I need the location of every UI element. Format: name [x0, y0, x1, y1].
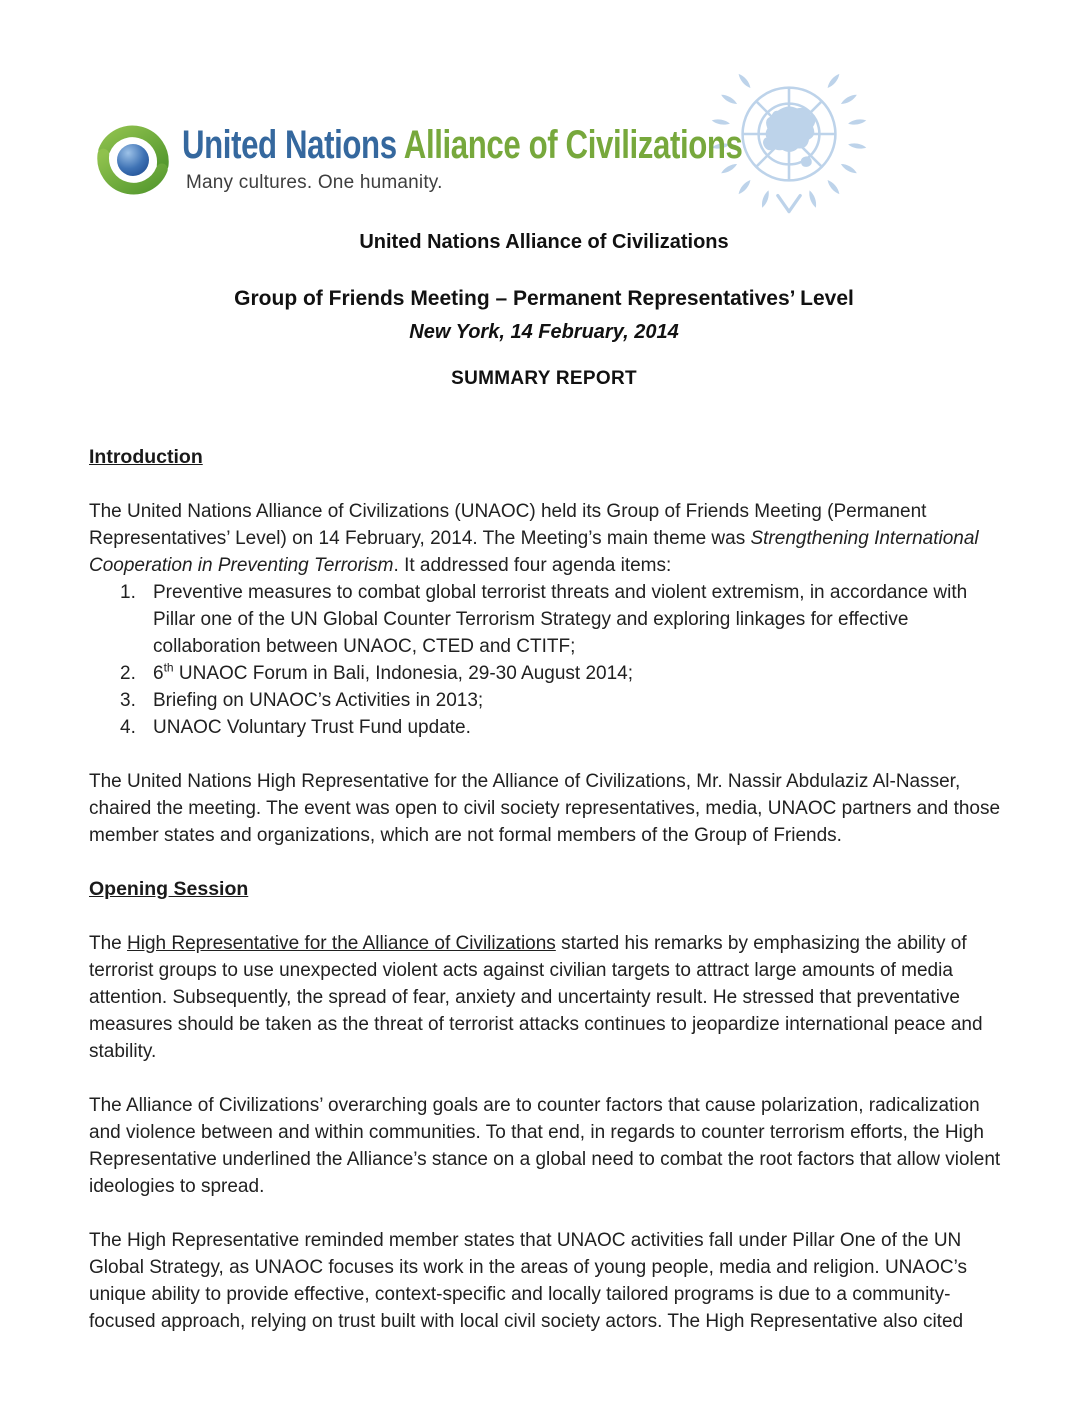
- logo-tagline: Many cultures. One humanity.: [186, 172, 443, 193]
- opening-paragraph-2: The Alliance of Civilizations’ overarching goals are to counter factors that cause polarization, radicalization and violence between and within communities. To that end, in regards to counter terrorism efforts, the High Representative underlined the Alliance’s stance on a global need to combat the root factors that allow violent ideologies to spread.: [89, 1095, 1001, 1197]
- agenda-item-1-text: Preventive measures to combat global terrorist threats and violent extremism, in accordance with Pillar one of the UN Global Counter Terrorism Strategy and exploring linkages for effective collaboration between UNAOC, CTED and CTITF;: [153, 582, 968, 657]
- agenda-item-4-text: UNAOC Voluntary Trust Fund update.: [153, 717, 471, 738]
- opening-paragraph-3: The High Representative reminded member states that UNAOC activities fall under Pillar One of the UN Global Strategy, as UNAOC focuses its work in the areas of young people, media and religion. UNAOC’s unique ability to provide effective, context-specific and locally tailored programs is due to a community-focused approach, relying on trust built with local civil society actors. The High Representative also cited: [89, 1230, 967, 1332]
- agenda-item-2-number: 2.: [120, 663, 136, 684]
- intro-paragraph-1: [89, 498, 1005, 579]
- doc-meeting-title: Group of Friends Meeting – Permanent Representatives’ Level: [234, 287, 854, 310]
- agenda-item-2-ordinal: 6: [153, 663, 164, 684]
- opening-paragraph-1: [89, 930, 1005, 1065]
- agenda-item-4-number: 4.: [120, 717, 136, 738]
- agenda-item-3: [120, 687, 1005, 714]
- agenda-item-1-number: 1.: [120, 582, 136, 603]
- agenda-item-2-tail: UNAOC Forum in Bali, Indonesia, 29-30 August 2014;: [173, 663, 634, 684]
- unaoc-swirl-icon: [94, 121, 172, 199]
- opening-session-heading: Opening Session: [89, 878, 249, 900]
- intro-heading: Introduction: [89, 446, 203, 468]
- opening-p1-lead: The: [89, 933, 128, 954]
- doc-date-line: New York, 14 February, 2014: [409, 321, 679, 343]
- intro-paragraph-2: The United Nations High Representative for the Alliance of Civilizations, Mr. Nassir Abdulaziz Al-Nasser, chaired the meeting. The event was open to civil society representatives, media, UNAOC partners and those member states and organizations, which are not formal members of the Group of Friends.: [89, 771, 1001, 846]
- agenda-item-2-text: [153, 660, 634, 684]
- agenda-item-4: [120, 714, 1005, 741]
- doc-report-type: SUMMARY REPORT: [451, 368, 637, 389]
- intro-p1-theme-italic: Strengthening International Cooperation in Preventing Terrorism: [89, 528, 979, 576]
- doc-title: United Nations Alliance of Civilizations: [359, 231, 729, 253]
- agenda-list: [89, 579, 1005, 741]
- opening-p1-underlined-phrase: High Representative for the Alliance of Civilizations: [127, 933, 556, 954]
- logo-wordmark: [182, 122, 743, 168]
- intro-p1-tail: . It addressed four agenda items:: [393, 555, 672, 576]
- agenda-item-3-number: 3.: [120, 690, 136, 711]
- logo-text-united-nations: United Nations: [182, 123, 404, 167]
- document-body: [89, 444, 1005, 1335]
- agenda-item-2-superscript: th: [163, 660, 174, 675]
- opening-p1-tail: started his remarks by emphasizing the ability of terrorist groups to use unexpected violent acts against civilian targets to attract large amounts of media attention. Subsequently, the spread of fear, anxiety and uncertainty result. He stressed that preventative measures should be taken as the threat of terrorist attacks continues to jeopardize international peace and stability.: [89, 933, 983, 1062]
- agenda-item-3-text: Briefing on UNAOC’s Activities in 2013;: [153, 690, 484, 711]
- logo-text-alliance-of-civilizations: Alliance of Civilizations: [403, 123, 743, 167]
- agenda-item-2: [120, 660, 1005, 687]
- agenda-item-1: [120, 579, 1005, 660]
- intro-p1-text: The United Nations Alliance of Civilizations (UNAOC) held its Group of Friends Meeting (Permanent Representatives’ Level) on 14 February, 2014. The Meeting’s main theme was: [89, 501, 927, 549]
